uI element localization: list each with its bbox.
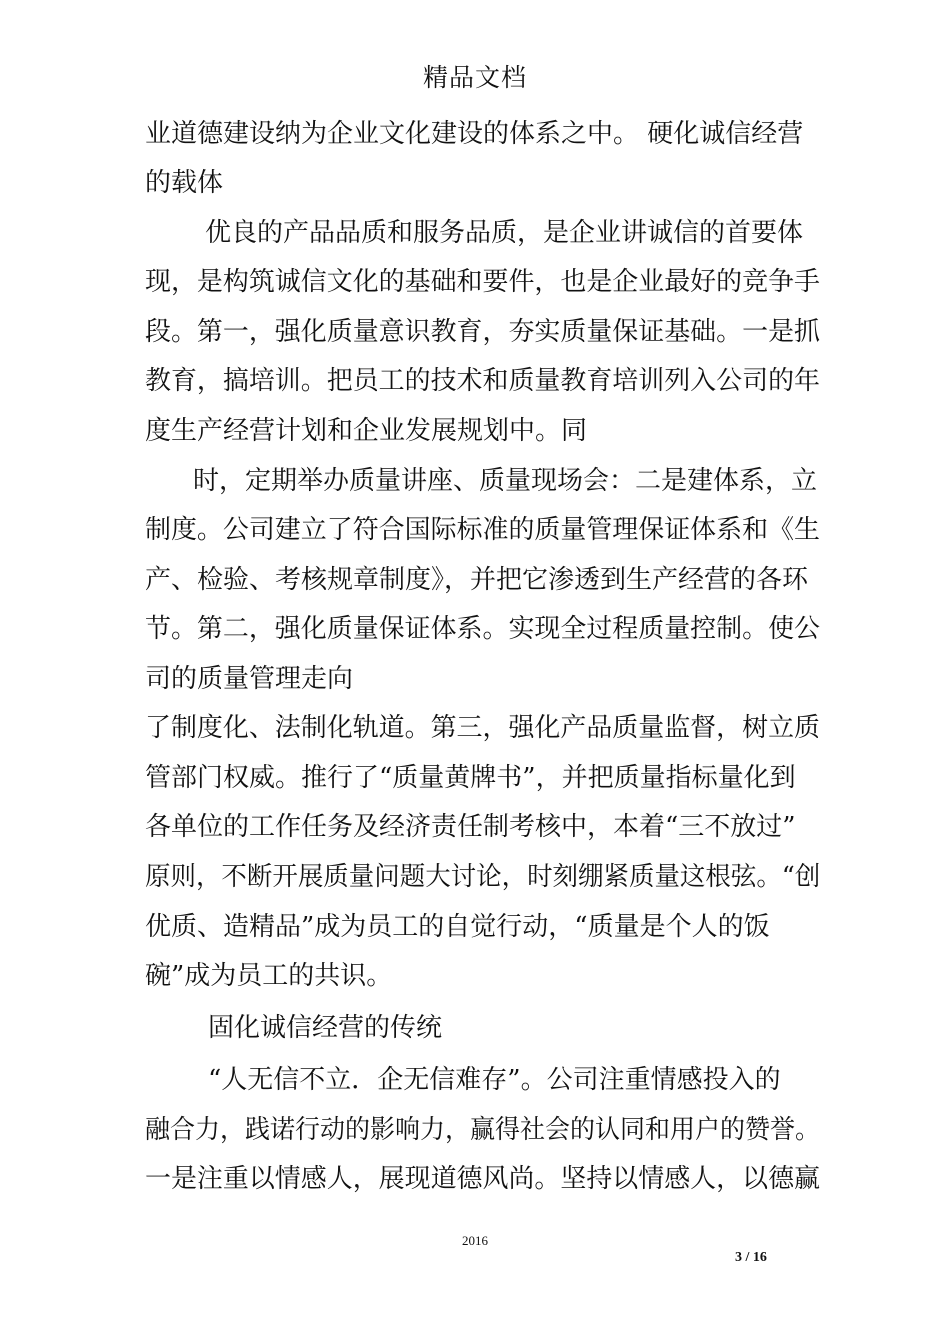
body-line: 的载体: [145, 168, 224, 198]
body-line: 司的质量管理走向: [145, 664, 354, 694]
body-line: 优质、造精品”成为员工的自觉行动，“质量是个人的饭: [145, 912, 770, 942]
section-heading: 固化诚信经营的传统: [208, 1013, 443, 1043]
body-line: 现，是构筑诚信文化的基础和要件，也是企业最好的竞争手: [145, 267, 821, 297]
body-line: 原则，不断开展质量问题大讨论，时刻绷紧质量这根弦。“创: [145, 862, 821, 892]
body-line: 管部门权威。推行了“质量黄牌书”，并把质量指标量化到: [145, 763, 796, 793]
body-line: 融合力，践诺行动的影响力，赢得社会的认同和用户的赞誉。: [145, 1115, 820, 1145]
page-header-title: 精品文档: [422, 63, 527, 92]
body-line: 一是注重以情感人，展现道德风尚。坚持以情感人，以德赢: [145, 1164, 821, 1194]
body-line: 了制度化、法制化轨道。第三，强化产品质量监督，树立质: [145, 713, 821, 743]
body-line: 教育，搞培训。把员工的技术和质量教育培训列入公司的年: [145, 366, 821, 396]
page-number: 3 / 16: [735, 1250, 767, 1265]
body-line: 时，定期举办质量讲座、质量现场会：二是建体系，立: [193, 466, 818, 496]
body-line: 制度。公司建立了符合国际标准的质量管理保证体系和《生: [145, 515, 821, 545]
body-line: 节。第二，强化质量保证体系。实现全过程质量控制。使公: [145, 614, 821, 644]
body-line: 碗”成为员工的共识。: [145, 961, 393, 991]
body-line: 段。第一，强化质量意识教育，夯实质量保证基础。一是抓: [145, 317, 821, 347]
body-line: 业道德建设纳为企业文化建设的体系之中。 硬化诚信经营: [145, 119, 804, 149]
body-line: 产、检验、考核规章制度》，并把它渗透到生产经营的各环: [145, 565, 809, 595]
body-line: “人无信不立．企无信难存”。公司注重情感投入的: [208, 1065, 781, 1095]
body-line: 优良的产品品质和服务品质，是企业讲诚信的首要体: [205, 218, 804, 248]
body-line: 各单位的工作任务及经济责任制考核中，本着“三不放过”: [145, 812, 796, 842]
body-line: 度生产经营计划和企业发展规划中。同: [145, 416, 588, 446]
footer-year: 2016: [462, 1233, 488, 1248]
